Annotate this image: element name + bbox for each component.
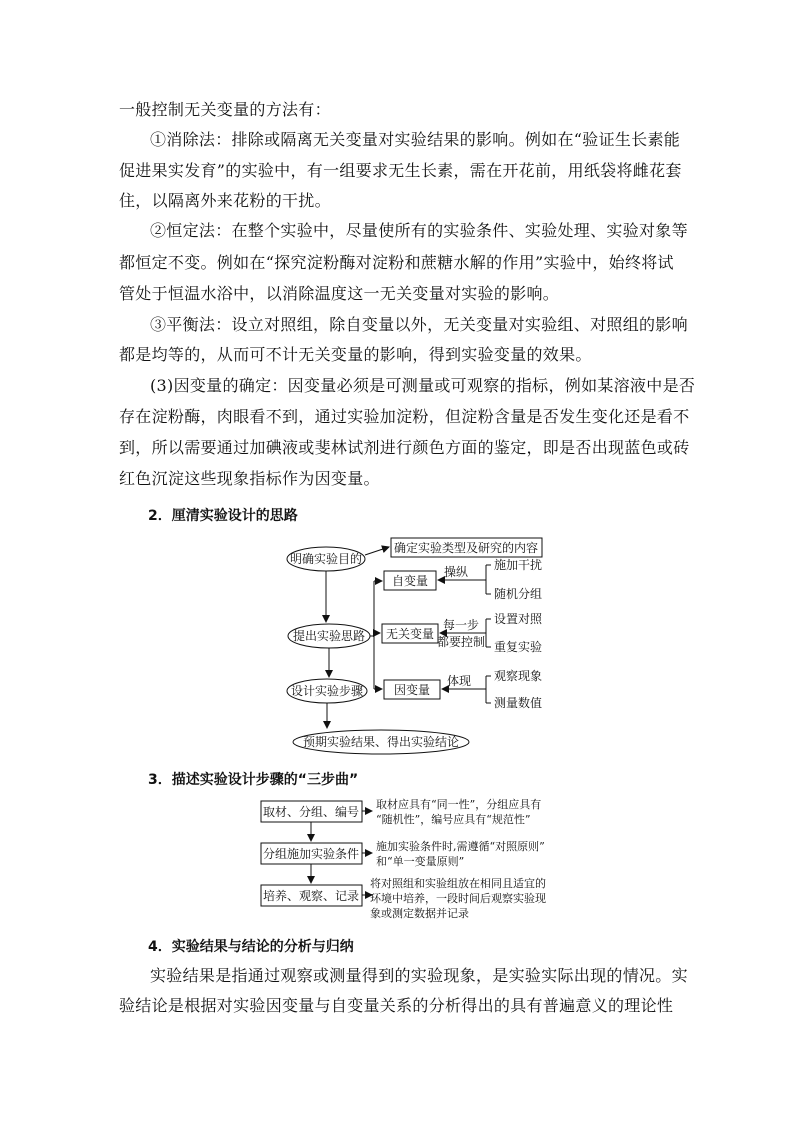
iv-verb: 操纵 — [443, 565, 469, 579]
dv-verb: 体现 — [446, 674, 472, 688]
note2-line: 施加实验条件时,需遵循“对照原则” — [376, 840, 545, 853]
note3-line: 环境中培养，一段时间后观察实验现 — [370, 892, 546, 905]
dv-a: 观察现象 — [494, 669, 543, 683]
step3-label: 培养、观察、记录 — [262, 889, 360, 903]
idea-label: 提出实验思路 — [292, 629, 366, 643]
note2-line: 和“单一变量原则” — [376, 855, 465, 868]
text-line: 促进果实发育”的实验中，有一组要求无生长素，需在开花前，用纸袋将雌花套 — [119, 161, 682, 180]
text-line: 一般控制无关变量的方法有： — [119, 100, 331, 119]
text-line: (3)因变量的确定：因变量必须是可测量或可观察的指标，例如某溶液中是否 — [150, 376, 696, 395]
step1-label: 取材、分组、编号 — [262, 805, 360, 819]
text-line: 管处于恒温水浴中，以消除温度这一无关变量对实验的影响。 — [119, 284, 560, 303]
step1-box — [261, 801, 362, 822]
cv-verb1: 每一步 — [442, 618, 480, 632]
text-line: 验结论是根据对实验因变量与自变量关系的分析得出的具有普遍意义的理论性 — [119, 996, 674, 1015]
iv-b: 随机分组 — [494, 587, 543, 601]
section-heading: 2．厘清实验设计的思路 — [148, 508, 298, 524]
dv-box — [384, 680, 440, 699]
steps-node — [287, 679, 367, 703]
steps-label: 设计实验步骤 — [290, 684, 364, 698]
predict-node — [293, 730, 469, 754]
text-line: 都是均等的，从而可不计无关变量的影响，得到实验变量的效果。 — [119, 345, 592, 364]
type-label: 确定实验类型及研究的内容 — [393, 541, 539, 555]
text-line: 存在淀粉酶，肉眼看不到，通过实验加淀粉，但淀粉含量是否发生变化还是看不 — [119, 407, 690, 426]
predict-label: 预期实验结果、得出实验结论 — [302, 735, 460, 749]
note3-line: 将对照组和实验组放在相同且适宜的 — [370, 877, 546, 890]
section-heading: 3．描述实验设计步骤的“三步曲” — [148, 772, 359, 788]
idea-node — [288, 624, 370, 648]
step2-box — [261, 843, 362, 864]
text-line: 红色沉淀这些现象指标作为因变量。 — [119, 469, 380, 488]
text-line: 实验结果是指通过观察或测量得到的实验现象，是实验实际出现的情况。实 — [150, 966, 688, 985]
step3-box — [261, 885, 362, 906]
note3-line: 象或测定数据并记录 — [370, 907, 469, 920]
text-line: 都恒定不变。例如在“探究淀粉酶对淀粉和蔗糖水解的作用”实验中，始终将试 — [119, 253, 674, 272]
type-box — [391, 538, 542, 557]
note1-line: “随机性”，编号应具有“规范性” — [376, 813, 531, 826]
goal-node — [287, 547, 365, 571]
text-line: 住，以隔离外来花粉的干扰。 — [119, 191, 331, 210]
text-line: ③平衡法：设立对照组，除自变量以外，无关变量对实验组、对照组的影响 — [150, 315, 688, 334]
cv-verb2: 都要控制 — [436, 635, 486, 649]
cv-a: 设置对照 — [494, 612, 543, 626]
iv-label: 自变量 — [391, 574, 429, 588]
cv-box — [382, 624, 438, 643]
cv-b: 重复实验 — [494, 640, 543, 654]
step2-label: 分组施加实验条件 — [262, 847, 360, 861]
text-line: ②恒定法：在整个实验中，尽量使所有的实验条件、实验处理、实验对象等 — [150, 221, 688, 240]
cv-label: 无关变量 — [385, 627, 435, 641]
dv-label: 因变量 — [393, 683, 431, 697]
dv-b: 测量数值 — [494, 696, 543, 710]
note1-line: 取材应具有“同一性”，分组应具有 — [376, 798, 542, 811]
section-heading: 4．实验结果与结论的分析与归纳 — [148, 939, 354, 955]
iv-a: 施加干扰 — [494, 558, 543, 572]
text-line: 到，所以需要通过加碘液或斐林试剂进行颜色方面的鉴定，即是否出现蓝色或砖 — [119, 438, 690, 457]
goal-label: 明确实验目的 — [289, 552, 363, 566]
text-line: ①消除法：排除或隔离无关变量对实验结果的影响。例如在“验证生长素能 — [150, 130, 681, 149]
iv-box — [384, 571, 436, 590]
